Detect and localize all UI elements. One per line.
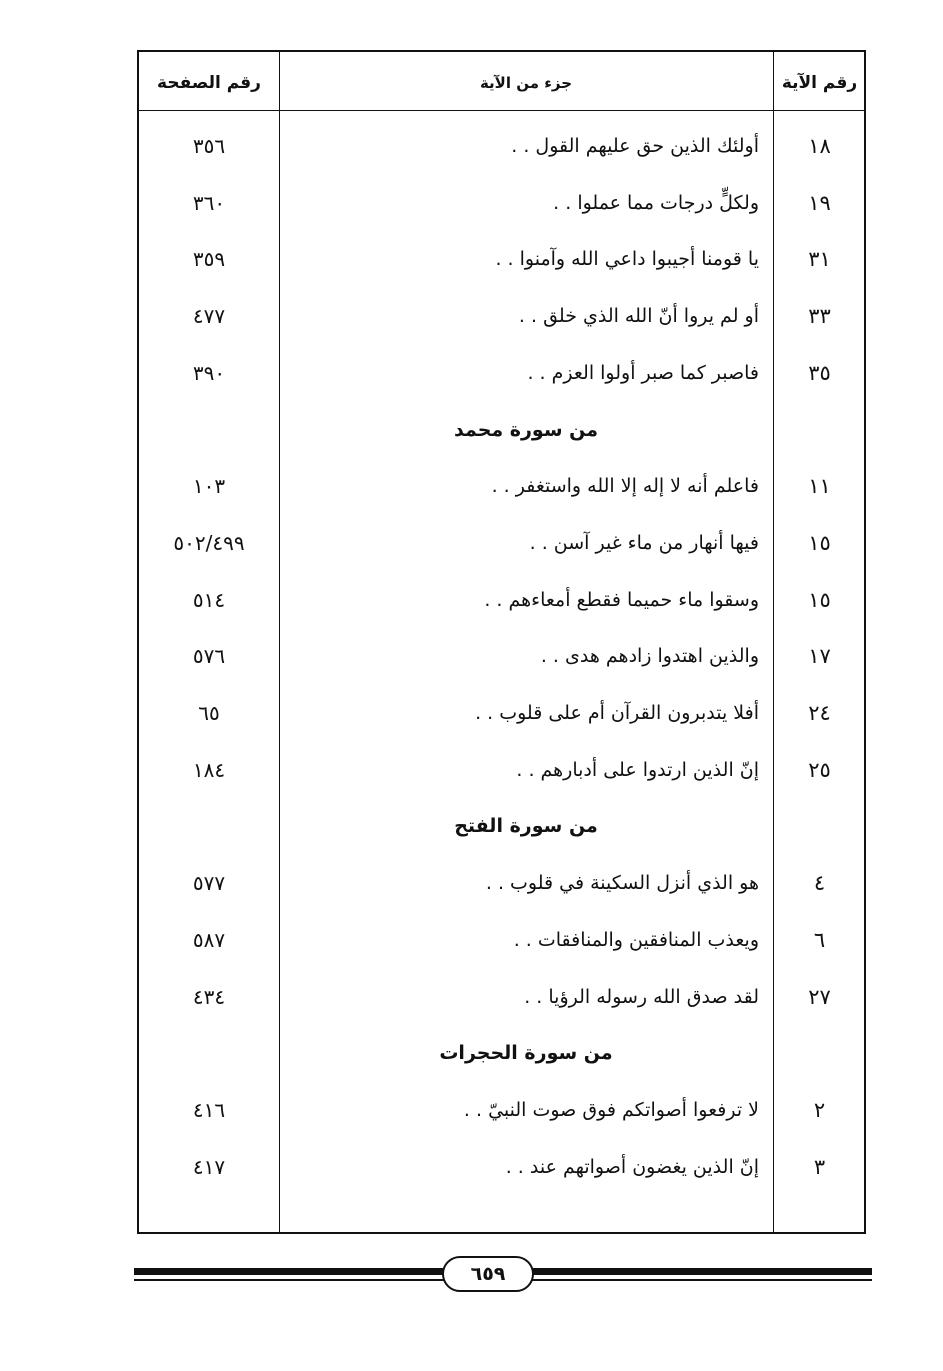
surah-section-heading: من سورة الفتح [454, 815, 598, 837]
table-row [139, 466, 866, 506]
page-reference: ٣٥٩ [192, 247, 226, 271]
verse-excerpt: ولكلٍّ درجات مما عملوا . . [553, 192, 759, 214]
table-row [139, 1090, 866, 1130]
verse-excerpt: هو الذي أنزل السكينة في قلوب . . [485, 872, 759, 894]
index-table [137, 50, 866, 1234]
verse-number: ٣ [813, 1155, 826, 1179]
header-divider [139, 110, 864, 111]
verse-excerpt: أفلا يتدبرون القرآن أم على قلوب . . [475, 702, 759, 724]
table-row [139, 750, 866, 790]
table-row [139, 126, 866, 166]
page-reference: ٥٠٢/٤٩٩ [173, 531, 245, 555]
page-reference: ٣٩٠ [192, 361, 226, 385]
verse-excerpt: فيها أنهار من ماء غير آسن . . [529, 532, 759, 554]
page-reference: ٤١٧ [192, 1155, 226, 1179]
table-row [139, 693, 866, 733]
page-reference: ٥٨٧ [192, 928, 226, 952]
table-row [139, 239, 866, 279]
header-verse-number: رقم الآية [781, 73, 858, 93]
verse-number: ٣٣ [808, 304, 831, 328]
header-page-number: رقم الصفحة [157, 73, 261, 93]
verse-excerpt: إنّ الذين ارتدوا على أدبارهم . . [516, 759, 759, 781]
verse-number: ٢٧ [808, 985, 831, 1009]
table-row [139, 636, 866, 676]
page-number-badge: ٦٥٩ [442, 1256, 534, 1292]
verse-excerpt: لا ترفعوا أصواتكم فوق صوت النبيّ . . [463, 1099, 759, 1121]
verse-number: ٢٤ [808, 701, 831, 725]
verse-number: ٣١ [808, 247, 831, 271]
table-row [139, 353, 866, 393]
verse-number: ١٧ [808, 644, 831, 668]
verse-excerpt: فاعلم أنه لا إله إلا الله واستغفر . . [491, 475, 759, 497]
verse-excerpt: وسقوا ماء حميما فقطع أمعاءهم . . [484, 589, 759, 611]
verse-number: ١٥ [808, 588, 831, 612]
verse-number: ٤ [813, 871, 826, 895]
verse-number: ١١ [808, 474, 831, 498]
verse-number: ١٩ [808, 191, 831, 215]
verse-excerpt: والذين اهتدوا زادهم هدى . . [540, 645, 759, 667]
page-reference: ٦٥ [198, 701, 220, 725]
table-row [139, 1147, 866, 1187]
page-reference: ٥٧٧ [192, 871, 226, 895]
verse-excerpt: يا قومنا أجيبوا داعي الله وآمنوا . . [495, 248, 759, 270]
table-row [139, 523, 866, 563]
surah-section-heading: من سورة الحجرات [439, 1042, 613, 1064]
table-row [139, 920, 866, 960]
table-row [139, 183, 866, 223]
table-row [139, 580, 866, 620]
verse-number: ١٨ [808, 134, 831, 158]
page-reference: ٤١٦ [192, 1098, 226, 1122]
verse-number: ٢ [813, 1098, 826, 1122]
verse-number: ٣٥ [808, 361, 831, 385]
verse-excerpt: أو لم يروا أنّ الله الذي خلق . . [518, 305, 759, 327]
page-reference: ٥١٤ [192, 588, 226, 612]
table-row [139, 977, 866, 1017]
page-reference: ١٨٤ [192, 758, 226, 782]
verse-number: ١٥ [808, 531, 831, 555]
page-reference: ٣٦٠ [192, 191, 226, 215]
surah-section-heading: من سورة محمد [453, 419, 598, 441]
verse-excerpt: أولئك الذين حق عليهم القول . . [511, 135, 759, 157]
verse-excerpt: لقد صدق الله رسوله الرؤيا . . [524, 986, 759, 1008]
header-verse-part: جزء من الآية [479, 74, 573, 92]
verse-excerpt: ويعذب المنافقين والمنافقات . . [513, 929, 759, 951]
page-reference: ٤٧٧ [192, 304, 226, 328]
page-reference: ٥٧٦ [192, 644, 226, 668]
page-reference: ٤٣٤ [192, 985, 226, 1009]
verse-number: ٢٥ [808, 758, 831, 782]
table-row [139, 296, 866, 336]
page-reference: ١٠٣ [192, 474, 226, 498]
verse-excerpt: إنّ الذين يغضون أصواتهم عند . . [505, 1156, 759, 1178]
page-reference: ٣٥٦ [192, 134, 226, 158]
verse-number: ٦ [813, 928, 826, 952]
verse-excerpt: فاصبر كما صبر أولوا العزم . . [527, 362, 759, 384]
table-row [139, 863, 866, 903]
